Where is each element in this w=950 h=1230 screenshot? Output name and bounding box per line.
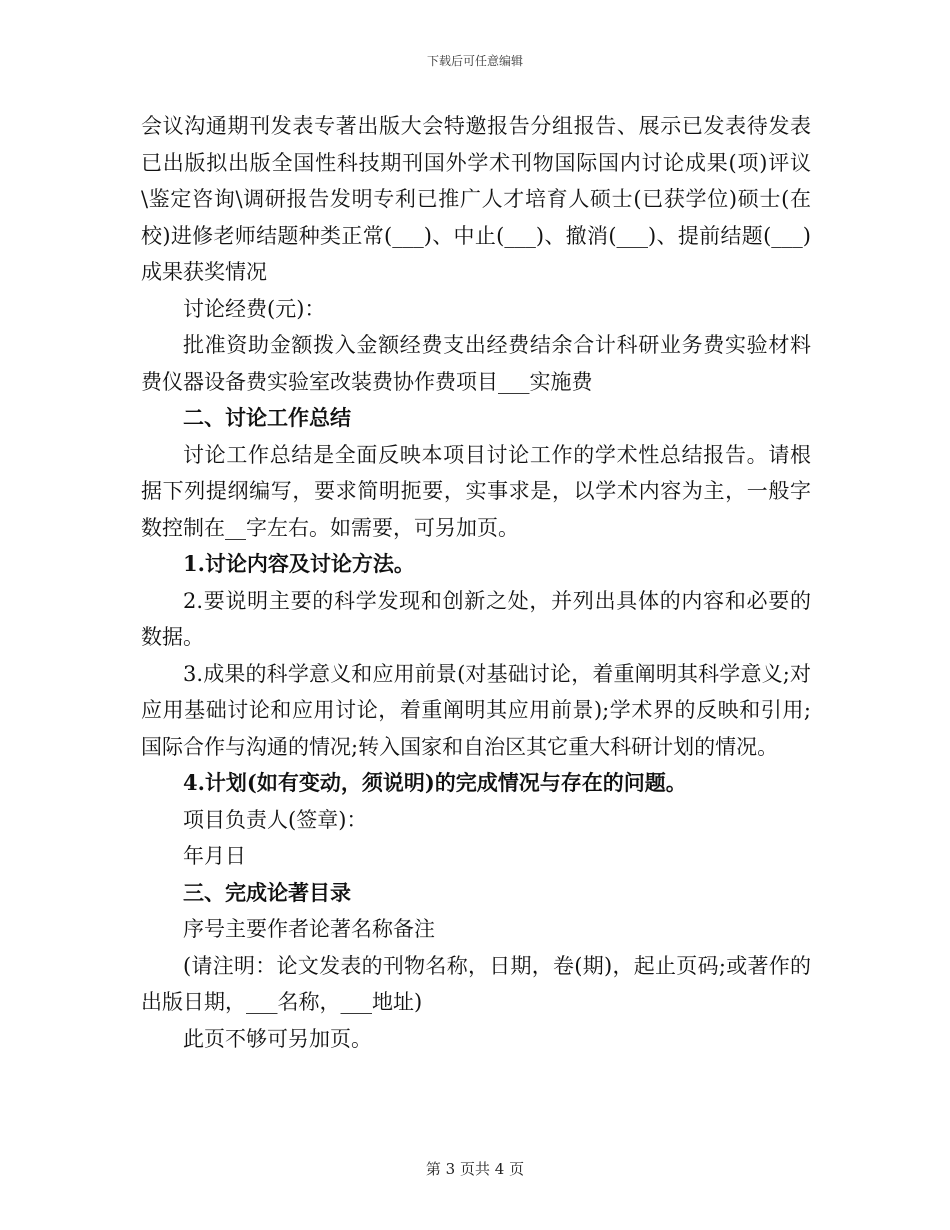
additional-page-note: 此页不够可另加页。 [183, 1026, 372, 1051]
document-body [141, 108, 811, 1057]
page-footer: 第 3 页共 4 页 [425, 1160, 525, 1178]
item-research-content: 1.讨论内容及讨论方法。 [183, 551, 415, 576]
page-header: 下载后可任意编辑 [426, 54, 523, 68]
paragraph-summary-intro: 讨论工作总结是全面反映本项目讨论工作的学术性总结报告。请根据下列提纲编写，要求简明扼要，实事求是，以学术内容为主，一般字数控制在__字左右。如需要，可另加页。 [141, 442, 811, 540]
item-plan-completion: 4.计划(如有变动，须说明)的完成情况与存在的问题。 [183, 770, 687, 795]
publications-columns: 序号主要作者论著名称备注 [183, 917, 435, 941]
paragraph-funding-items: 批准资助金额拨入金额经费支出经费结余合计科研业务费实验材料费仪器设备费实验室改装费协作费项目___实施费 [141, 333, 811, 394]
section-heading-publications: 三、完成论著目录 [183, 879, 351, 905]
paragraph-funding-label: 讨论经费(元)： [183, 296, 326, 321]
publications-note: (请注明：论文发表的刊物名称，日期，卷(期)，起止页码;或著作的出版日期，___名称，___地址) [141, 953, 811, 1014]
paragraph-achievements-list: 会议沟通期刊发表专著出版大会特邀报告分组报告、展示已发表待发表已出版拟出版全国性科技期刊国外学术刊物国际国内讨论成果(项)评议\鉴定咨询\调研报告发明专利已推广人才培育人硕士(已获学位)硕士(在校)进修老师结题种类正常(___)、中止(___)、撤消(___)、提前结题(___)成果获奖情况 [141, 114, 811, 284]
section-heading-work-summary: 二、讨论工作总结 [183, 405, 351, 430]
signature-label: 项目负责人(签章)： [183, 807, 368, 832]
date-label: 年月日 [183, 844, 246, 868]
item-significance: 3.成果的科学意义和应用前景(对基础讨论，着重阐明其科学意义;对应用基础讨论和应用讨论，着重阐明其应用前景);学术界的反映和引用;国际合作与沟通的情况;转入国家和自治区其它重大科研计划的情况。 [141, 661, 811, 759]
item-scientific-findings: 2.要说明主要的科学发现和创新之处，并列出具体的内容和必要的数据。 [141, 588, 811, 649]
